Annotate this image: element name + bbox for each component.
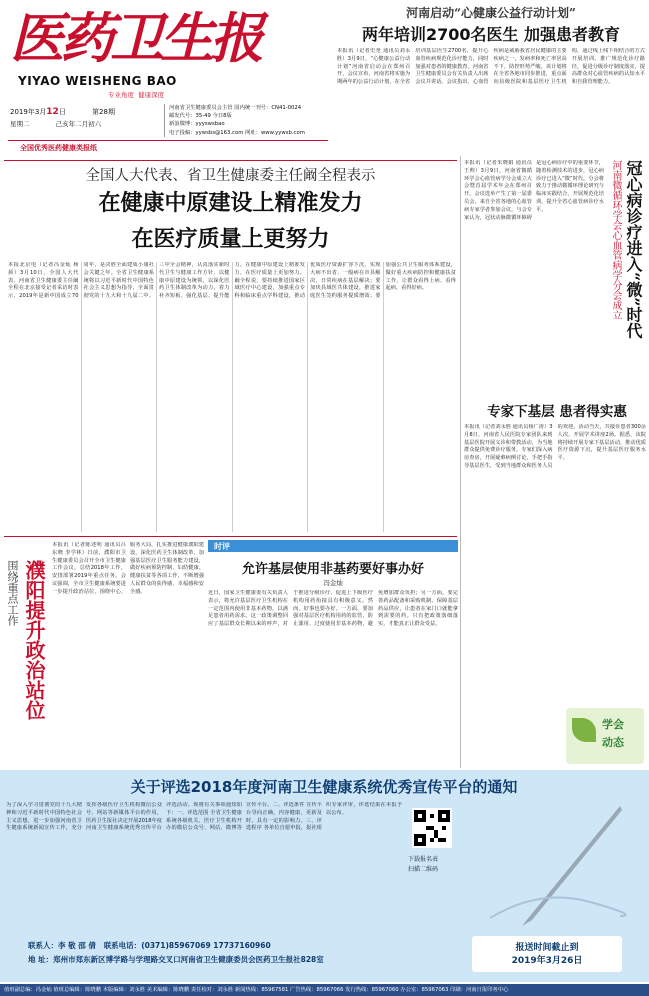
wei-story-subhead: 围绕重点工作 bbox=[6, 560, 19, 626]
lead-headline-1: 在健康中原建设上精准发力 bbox=[98, 190, 363, 216]
lunar-date: 己亥年二月初六 bbox=[55, 120, 102, 128]
weibo: 新浪微博：yyyswsbao bbox=[169, 121, 225, 128]
wei-story-body: 本报讯（记者陈述明 通讯员吕东晓 李学林）日前，濮阳市卫生健康委员会召开全市卫生健康工作会议，总结2018年工作，安排部署2019年重点任务。会议强调，全市卫生健康系统要进一步提升政治站位，围绕中心、服务大局，扎实推进健康濮阳建设，深化医药卫生体制改革，加强基层医疗卫生服务能力建设，做好疾病预防控制、妇幼健康、健康扶贫等各项工作，不断增强人民群众的获得感、幸福感和安全感。 bbox=[52, 542, 204, 595]
date-prefix: 2019年3月 bbox=[10, 108, 47, 116]
masthead-pinyin: YIYAO WEISHENG BAO bbox=[18, 74, 177, 88]
right-column-rule bbox=[460, 156, 461, 768]
contact-names: 李 敬 邵 倩 bbox=[58, 941, 96, 950]
deadline-line-1: 报送时间截止到 bbox=[515, 943, 579, 953]
sidebar-story-headline-text: 冠心病诊疗进入“微”时代 bbox=[624, 160, 643, 339]
qr-code-image bbox=[414, 810, 450, 846]
qr-caption-1: 下载报名表 bbox=[408, 856, 439, 863]
commentary-tag-text: 时评 bbox=[214, 542, 230, 551]
date-day: 12 bbox=[46, 107, 59, 117]
motto-2: 健康深度 bbox=[138, 91, 165, 99]
slogan: 全国优秀医药健康类报纸 bbox=[20, 144, 97, 152]
weekday-block bbox=[10, 119, 101, 128]
masthead-motto bbox=[108, 90, 164, 99]
footer-text: 值班副总编：冯金灿 值班总编辑：陈晓鹏 本版编辑：刘永胜 美术编辑：陈晓鹏 责任校对：刘永胜 新闻热线：85967581 广告热线：85967066 发行热线：85967060 办公室：85967063 印刷：河南日报印务中心 bbox=[4, 987, 509, 993]
commentary bbox=[208, 540, 458, 766]
email: 电子投稿：yywsbs@163.com bbox=[169, 129, 244, 136]
top-news-headline: 两年培训2700名医生 加强患者教育 bbox=[361, 25, 621, 44]
learn-badge-line1: 学会 bbox=[602, 718, 624, 731]
expert-body: 本报讯（记者刘永胜 通讯员杨广涛）3月8日，河南省人民医院专家团队来到基层医院开展义诊和带教活动，为当地群众提供免费诊疗服务。专家们深入病房查房，开展疑难病例讨论，手把手指导基层医生，受到当地群众和医务人员的欢迎。活动当天，共接诊患者300余人次，开展学术讲座2场。据悉，该院将持续开展专家下基层活动，推动优质医疗资源下沉，提升基层医疗服务水平。 bbox=[464, 424, 646, 469]
notice-section bbox=[0, 770, 649, 982]
footer-bar bbox=[0, 984, 649, 996]
leaf-icon bbox=[572, 718, 596, 742]
post-code: 邮发代号：35-49 bbox=[169, 113, 211, 120]
masthead-title: 医药卫生报 bbox=[10, 6, 260, 70]
learn-badge-line2: 动态 bbox=[602, 736, 624, 749]
phone: (0371)85967069 17737160960 bbox=[141, 941, 271, 950]
address: 郑州市郑东新区博学路与学理路交叉口河南省卫生健康委员会医药卫生报社828室 bbox=[53, 955, 324, 964]
lead-rule bbox=[4, 160, 457, 161]
pen-illustration bbox=[470, 798, 630, 934]
top-news-kicker: 河南启动“心健康公益行动计划” bbox=[406, 6, 576, 20]
cn-code: 国内统一刊号：CN41-0024 bbox=[234, 105, 302, 111]
deadline-box bbox=[472, 936, 622, 972]
commentary-headline: 允许基层使用非基药要好事办好 bbox=[241, 562, 424, 577]
sidebar-story-subhead: 河南微循环学会心血管病学分会成立 bbox=[610, 160, 621, 320]
issue-no: 第28期 bbox=[92, 108, 115, 116]
top-news-body: 本报讯（记者史尧 通讯员刘永胜）3月9日，“心健康公益行动计划”河南省启动会在郑州召开，会议宣布，河南省将实施为期两年的公益行动计划，在全省培训基层医生2700名，提升心血管疾病规范化诊疗能力，同时加强对患者的健康教育。河南省卫生健康委员会有关负责人出席会议并讲话。会议指出，心血管疾病是威胁我省居民健康的主要疾病之一，发病率和死亡率居高不下，防控形势严峻。该计划将在全省各地市同步推进，重点面向县级医院和基层医疗卫生机构，通过线上线下相结合的方式开展培训，推广规范化诊疗路径，促进分级诊疗制度落实，提高群众对心血管疾病的认知水平和自我管理能力。 bbox=[337, 48, 645, 86]
commentary-author: 冯金灿 bbox=[323, 579, 343, 587]
wei-rule bbox=[4, 536, 457, 537]
lead-headline-2: 在医疗质量上更努力 bbox=[131, 226, 330, 252]
lead-kicker: 全国人大代表、省卫生健康委主任阚全程表示 bbox=[85, 168, 376, 184]
website: 网址：www.yywsb.com bbox=[245, 129, 305, 136]
top-news bbox=[337, 2, 645, 152]
contact-label: 联系人： bbox=[28, 941, 58, 950]
sidebar-story-headline bbox=[608, 160, 646, 390]
publication-info bbox=[164, 104, 329, 137]
sponsor: 河南省卫生健康委员会主管 bbox=[169, 105, 233, 111]
weekday: 星期二 bbox=[10, 120, 30, 128]
date-block bbox=[10, 106, 115, 118]
commentary-tag bbox=[208, 540, 458, 552]
lead-body: 本报北京电（记者冯金灿 杨须）3月10日，全国人大代表、河南省卫生健康委主任阚全程在北京接受记者采访时表示，2019年是新中国成立70周年，是决胜全面建成小康社会关键之年。全省卫生健康系统将以习近平新时代中国特色社会主义思想为指导，全面贯彻党的十九大和十九届二中、三中全会精神，认真落实新时代卫生与健康工作方针，以健康中原建设为统领，以深化医药卫生体制改革为动力，着力补齐短板、强化基层、提升能力，在健康中原建设上精准发力，在医疗质量上更加努力。阚全程说，要持续推进国家区域医疗中心建设，加强重点专科和临床重点学科建设，推动优质医疗资源扩容下沉，实现大病不出省、一般病在市县解决、日常疾病在基层解决；要加快县域医共体建设，推进家庭医生签约服务提质增效；要加强公共卫生服务体系建设，做好重大疾病防控和健康扶贫工作，让群众看得上病、看得起病、看得好病。 bbox=[8, 262, 456, 300]
notice-body: 为了深入学习贯彻党的十九大精神和习近平新时代中国特色社会主义思想，进一步加强河南省卫生健康系统新闻宣传工作，充分发挥各级医疗卫生机构微信公众号、网站等新媒体平台的作用，医药卫生报社决定开展2018年度河南卫生健康系统优秀宣传平台评选活动。现将有关事项通知如下：一、评选范围 全省卫生健康系统各级机关、医疗卫生机构开办的微信公众号、网站、微博等宣传平台。二、评选条件 宣传平台导向正确，内容健康，更新及时，具有一定的影响力。三、评选程序 各单位自愿申报，报社组织专家评审，评选结果在本报予以公布。 bbox=[6, 802, 402, 832]
deadline-line-2: 2019年3月26日 bbox=[511, 956, 583, 966]
masthead bbox=[8, 4, 333, 154]
commentary-body: 近日，国家卫生健康委有关负责人表示，将允许基层医疗卫生机构在一定范围内使用非基本药物，以满足患者用药需求。这一政策调整回应了基层群众长期以来的呼声，对于推进分级诊疗、促进上下级医疗机构用药衔接具有积极意义。然而，好事也要办好。一方面，要加强对基层医疗机构用药的监管，防止滥用、过度使用非基本药物，避免增加群众负担；另一方面，要完善药品配备和采购机制，保障基层药品供应，让患者在家门口就能拿到需要的药。只有把政策落细落实，才能真正让群众受益。 bbox=[208, 590, 458, 628]
motto-1: 专业角度 bbox=[108, 91, 134, 99]
notice-contacts bbox=[28, 940, 271, 951]
phone-label: 联系电话： bbox=[103, 941, 142, 950]
wei-story-headline: 濮阳提升政治站位 bbox=[22, 560, 46, 720]
expert-headline: 专家下基层 患者得实惠 bbox=[487, 404, 627, 420]
learn-badge bbox=[566, 708, 644, 764]
address-label: 地 址： bbox=[28, 955, 54, 964]
sidebar-story-body: 本报讯（记者朱晓娟 通讯员王帅）3月9日，河南省微循环学会心血管病学分会成立大会暨首届学术年会在郑州召开。会议选举产生了第一届委员会，来自全省各地的心血管病专家学者参加会议。与会专家认为，冠状动脉微循环障碍是冠心病诊疗中的重要环节，随着检测技术的进步，冠心病诊疗已进入“微”时代。分会将致力于推动微循环理论研究与临床实践结合，开展规范化培训，提升全省心血管病诊疗水平。 bbox=[464, 160, 604, 221]
qr-code bbox=[412, 808, 452, 848]
notice-headline: 关于评选2018年度河南卫生健康系统优秀宣传平台的通知 bbox=[130, 778, 518, 796]
date-suffix: 日 bbox=[58, 108, 66, 116]
notice-address bbox=[28, 954, 324, 965]
qr-caption-2: 扫描二维码 bbox=[408, 866, 439, 873]
today-pages: 今日8版 bbox=[212, 113, 232, 120]
slogan-bar bbox=[8, 140, 328, 152]
